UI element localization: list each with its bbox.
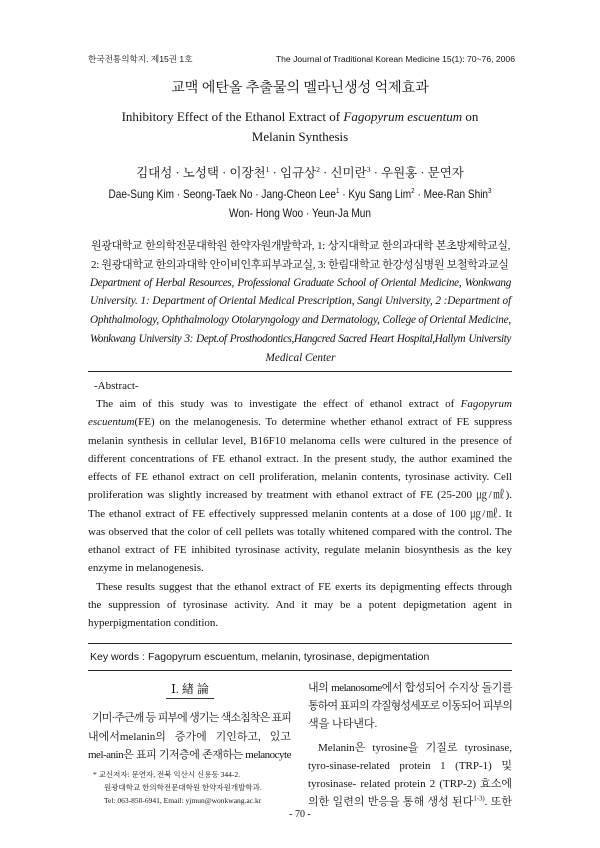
body-line bbox=[88, 746, 291, 765]
keywords bbox=[90, 649, 429, 665]
text-run: different concentrations of FE ethanol extract. In the present study, the author examined the bbox=[88, 452, 512, 465]
text-run: Medical Center bbox=[265, 351, 336, 364]
text-run: * 교신저자: 문연자, 전북 익산시 신용동 344-2. bbox=[93, 769, 241, 779]
author bbox=[261, 187, 339, 201]
affiliation-mark: 2 bbox=[316, 164, 321, 174]
divider-rule bbox=[88, 371, 512, 372]
text-run: hyperpigmentation condition. bbox=[88, 617, 219, 629]
footnote-line bbox=[93, 781, 293, 794]
text-run: 원광대학교 한의학전문대학원 한약자원개발학과, 1: 상지대학교 한의과대학 본초방제학교실, bbox=[91, 239, 510, 252]
author bbox=[229, 206, 303, 220]
text-run: (FE) on the melanogenesis. To determine whether ethanol extract of FE suppress bbox=[134, 416, 512, 429]
author-list-english-line-1 bbox=[48, 185, 552, 204]
footnote-line bbox=[93, 768, 293, 781]
author-separator: · bbox=[174, 186, 183, 201]
author-name: 김대성 bbox=[136, 166, 173, 180]
section-heading-introduction bbox=[88, 680, 292, 698]
text-run: Ophthalmology, Ophthalmology Otolaryngology and Dermatology, College of Oriental Medicine, bbox=[90, 314, 511, 327]
section-heading-text: Ⅰ. 緖 論 bbox=[166, 682, 214, 699]
divider-rule bbox=[88, 670, 512, 671]
text-run: These results suggest that the ethanol extract of FE exerts its depigmenting effects through bbox=[96, 580, 512, 593]
abstract-paragraph-1 bbox=[88, 395, 512, 578]
affiliation-line bbox=[90, 330, 511, 349]
page-number: - 70 - bbox=[289, 809, 311, 820]
author bbox=[312, 206, 371, 220]
body-line bbox=[88, 709, 291, 728]
body-line bbox=[308, 679, 512, 697]
affiliation-mark: 1 bbox=[335, 185, 340, 195]
abstract-line bbox=[88, 596, 512, 614]
author-separator: · bbox=[339, 186, 349, 201]
abstract-line bbox=[88, 413, 512, 431]
affiliation-line bbox=[90, 311, 511, 330]
author bbox=[381, 166, 417, 180]
text-run: 내의 melanosome에서 합성되어 수지상 돌기를 bbox=[308, 682, 512, 694]
author bbox=[348, 187, 414, 201]
author-name: Seong-Taek No bbox=[182, 186, 253, 201]
divider-rule bbox=[88, 643, 512, 644]
text-run: 통하여 표피의 각질형성세포로 이동되어 피부의 bbox=[308, 700, 512, 712]
author-name: 임규상 bbox=[279, 166, 317, 180]
author bbox=[280, 166, 320, 180]
affiliation-line bbox=[91, 237, 510, 256]
body-line bbox=[88, 728, 291, 747]
author bbox=[183, 187, 252, 201]
affiliation-line bbox=[91, 256, 510, 275]
article-title-korean: 교맥 에탄올 추출물의 멜라닌생성 억제효과 bbox=[171, 81, 429, 96]
author-name: 우원홍 bbox=[381, 166, 418, 180]
affiliations-english bbox=[90, 274, 511, 368]
keywords-terms: Fagopyrum escuentum, melanin, tyrosinase, depigmentation bbox=[148, 651, 430, 663]
author-separator: · bbox=[370, 166, 381, 180]
author bbox=[136, 166, 172, 180]
text-run: ethanol extract of FE inhibited tyrosinase activity, regulate melanin biosynthesis as the key bbox=[88, 544, 512, 556]
author bbox=[108, 187, 174, 201]
abstract-line bbox=[88, 523, 512, 541]
text-run: enzyme in melanogenesis. bbox=[88, 562, 204, 575]
author-list-english-line-2 bbox=[48, 204, 552, 223]
author-separator: · bbox=[320, 166, 331, 180]
text-run: the suppression of tyrosinase activity. And it may be a potent depigmetation agent in bbox=[88, 598, 512, 611]
affiliation-mark: 3 bbox=[488, 185, 492, 195]
text-run: 2: 원광대학교 한의과대학 안이비인후피부과교실, 3: 한림대학교 한강성심병원 보철학과교실 bbox=[91, 258, 509, 271]
text-run: tyro-sinase-related protein 1 (TRP-1) 및 bbox=[308, 760, 512, 772]
author-name: Won- Hong Woo bbox=[229, 205, 304, 220]
correspondence-footnote bbox=[93, 768, 293, 807]
abstract-line bbox=[88, 486, 512, 504]
author bbox=[229, 166, 269, 180]
text-run: Inhibitory Effect of the Ethanol Extract of bbox=[121, 109, 344, 124]
text-run: 기미·주근깨 등 피부에 생기는 색소침착은 표피 bbox=[92, 712, 291, 724]
superscript-mark: 1-3) bbox=[473, 795, 485, 803]
affiliation-line bbox=[90, 274, 511, 293]
text-run: Department of Herbal Resources, Professional Graduate School of Oriental Medicine, Wonkwang bbox=[90, 276, 511, 289]
author-name: 노성택 bbox=[182, 166, 219, 180]
text-run: University. 1: Department of Oriental Medical Prescription, Sangi University, 2 :Department of bbox=[90, 295, 511, 308]
abstract-line bbox=[88, 505, 512, 523]
author-name: Kyu Sang Lim bbox=[348, 186, 412, 201]
author bbox=[183, 166, 219, 180]
text-run: Wonkwang University 3: Dept.of Prosthodontics,Hangcred Sacred Heart Hospital,Hallym University bbox=[90, 332, 511, 345]
author-separator: · bbox=[172, 166, 183, 180]
author bbox=[428, 166, 464, 180]
affiliations-korean bbox=[91, 237, 510, 275]
text-run: 의한 일련의 반응을 통해 생성 된다 bbox=[308, 796, 474, 808]
text-run: The aim of this study was to investigate the effect of ethanol extract of bbox=[96, 398, 461, 410]
abstract-line bbox=[88, 395, 512, 413]
abstract-heading: -Abstract- bbox=[94, 380, 139, 392]
author-name: 신미란 bbox=[330, 166, 367, 180]
keywords-label: Key words : bbox=[90, 651, 145, 663]
author-name: Jang-Cheon Lee bbox=[261, 186, 336, 201]
text-run: tyrosinase- related protein 2 (TRP-2) 효소에 bbox=[308, 778, 512, 790]
author bbox=[424, 187, 492, 201]
text-run: proliferation was slightly increased by treatment with ethanol extract of FE (25-200 ㎍/㎖). bbox=[88, 489, 512, 502]
text-run: 내에서melanin의 증가에 기인하고, 있고 bbox=[88, 730, 291, 743]
abstract-body bbox=[88, 395, 512, 632]
body-line bbox=[308, 715, 512, 733]
affiliation-line bbox=[90, 349, 511, 368]
affiliation-mark: 1 bbox=[265, 164, 270, 174]
article-title-english bbox=[60, 107, 540, 146]
body-line bbox=[308, 757, 512, 775]
abstract-line bbox=[88, 559, 512, 577]
abstract-line bbox=[88, 541, 512, 559]
author-separator: · bbox=[269, 166, 280, 180]
text-run: 색을 나타낸다. bbox=[308, 718, 378, 730]
author-name: Dae-Sung Kim bbox=[108, 186, 175, 201]
text-run: 원광대학교 한의학전문대학원 한약자원개발학과. bbox=[104, 782, 262, 792]
author-name: Mee-Ran Shin bbox=[423, 186, 489, 201]
abstract-line bbox=[88, 614, 512, 632]
title-english-line bbox=[60, 127, 540, 147]
introduction-column-2-paragraph-1 bbox=[308, 679, 512, 733]
italic-text: escuentum bbox=[88, 416, 135, 429]
text-run: on bbox=[462, 109, 479, 124]
body-line bbox=[308, 697, 512, 715]
affiliation-mark: 2 bbox=[411, 185, 415, 195]
author-separator: · bbox=[414, 186, 424, 201]
text-run: The ethanol extract of FE effectively suppressed melanin contents at a dose of 100 ㎍/㎖. It bbox=[88, 507, 512, 520]
introduction-column-1-paragraph bbox=[88, 709, 291, 765]
author-separator: · bbox=[218, 166, 230, 180]
author-separator: · bbox=[252, 186, 262, 201]
text-run: was observed that the color of cell pellets was totally whitened compared with the control. The bbox=[88, 525, 512, 538]
italic-text: Fagopyrum bbox=[460, 398, 512, 410]
author-name: 이장천 bbox=[229, 166, 266, 180]
author-name: Yeun-Ja Mun bbox=[311, 205, 371, 220]
author bbox=[330, 166, 370, 180]
journal-citation: The Journal of Traditional Korean Medicine 15(1): 70~76, 2006 bbox=[275, 54, 515, 64]
affiliation-mark: 3 bbox=[366, 164, 371, 174]
author-separator: · bbox=[417, 166, 428, 180]
title-english-line bbox=[60, 107, 540, 127]
abstract-line bbox=[88, 432, 512, 450]
text-run: mel-anin은 표피 기저층에 존재하는 melanocyte bbox=[88, 749, 291, 761]
author-name: 문연자 bbox=[427, 166, 464, 180]
abstract-line bbox=[88, 468, 512, 486]
text-run: effects of FE ethanol extract on cell proliferation, melanin contents, tyrosinase activity. Cell bbox=[88, 471, 512, 483]
italic-text: Fagopyrum escuentum bbox=[343, 109, 463, 124]
abstract-paragraph-2 bbox=[88, 578, 512, 633]
author-list-korean bbox=[0, 164, 600, 182]
journal-name-korean: 한국전통의학지. 제15권 1호 bbox=[88, 54, 193, 64]
abstract-line bbox=[88, 578, 512, 596]
footnote-line bbox=[93, 794, 293, 807]
introduction-column-2-paragraph-2 bbox=[308, 739, 512, 811]
abstract-line bbox=[88, 450, 512, 468]
text-run: Tel: 063-850-6941, Email: yjmun@wonkwang.ac.kr bbox=[104, 795, 262, 805]
author-separator: · bbox=[303, 205, 312, 220]
text-run: melanin synthesis in cellular level, B16F10 melanoma cells were cultured in the presence of bbox=[88, 434, 512, 447]
body-line bbox=[308, 739, 512, 757]
text-run: . 또한 bbox=[484, 796, 512, 808]
body-line bbox=[308, 775, 512, 793]
affiliation-line bbox=[90, 292, 511, 311]
text-run: Melanin Synthesis bbox=[251, 128, 349, 144]
text-run: Melanin은 tyrosine을 기질로 tyrosinase, bbox=[318, 742, 512, 754]
